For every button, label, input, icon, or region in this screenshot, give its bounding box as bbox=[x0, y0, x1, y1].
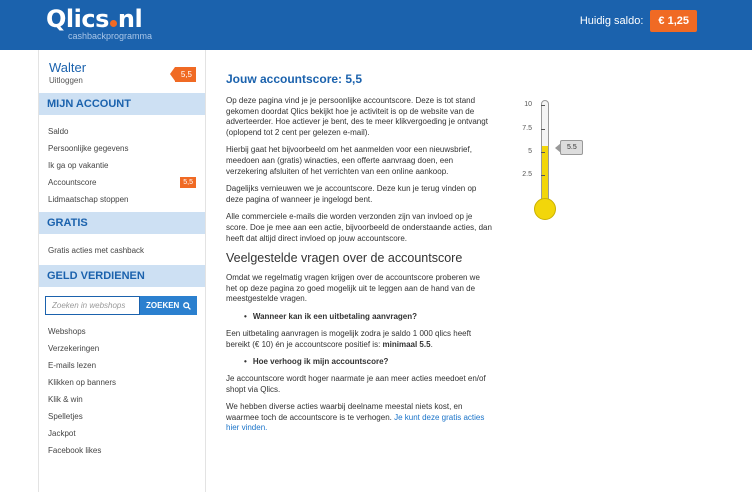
sidebar-item-click-win[interactable]: Klik & win bbox=[48, 395, 83, 404]
thermometer-bulb bbox=[534, 198, 556, 220]
search-button-label: ZOEKEN bbox=[146, 301, 180, 310]
score-thermometer bbox=[518, 96, 598, 226]
top-header bbox=[0, 0, 752, 50]
accountscore-badge: 5,5 bbox=[180, 177, 196, 188]
faq-answer-payout bbox=[226, 329, 492, 350]
balance-label: Huidig saldo: bbox=[579, 15, 644, 27]
tick-mark bbox=[541, 129, 545, 130]
balance-value-badge[interactable]: € 1,25 bbox=[650, 10, 697, 32]
faq-question-increase: • Hoe verhoog ik mijn accountscore? bbox=[244, 357, 492, 366]
tick-label-10: 10 bbox=[524, 101, 532, 108]
logo-subtitle: cashbackprogramma bbox=[68, 31, 153, 41]
section-head-account: MIJN ACCOUNT bbox=[39, 93, 205, 115]
sidebar-item-vacation[interactable]: Ik ga op vakantie bbox=[48, 161, 109, 170]
qlics-logo[interactable] bbox=[46, 5, 153, 41]
faq-intro-paragraph: Omdat we regelmatig vragen krijgen over de accountscore proberen we het op deze pagina zo goed mogelijk uit te leggen aan de hand van de meestgestelde vragen. bbox=[226, 273, 480, 304]
section-head-earn: GELD VERDIENEN bbox=[39, 265, 205, 287]
sidebar bbox=[38, 50, 206, 492]
logo-dot-icon bbox=[110, 20, 117, 27]
user-box bbox=[39, 50, 205, 93]
logo-text-left: Qlics bbox=[46, 5, 109, 33]
sidebar-item-stop-membership[interactable]: Lidmaatschap stoppen bbox=[48, 195, 129, 204]
webshop-search-input[interactable] bbox=[45, 296, 140, 315]
sidebar-item-personal-data[interactable]: Persoonlijke gegevens bbox=[48, 144, 129, 153]
faq-answer-payout-end: . bbox=[430, 339, 433, 349]
faq-answer-increase: Je accountscore wordt hoger naarmate je aan meer acties meedoet en/of shopt via Qlics. bbox=[226, 374, 486, 394]
logo-text-right: nl bbox=[117, 5, 143, 33]
search-button[interactable] bbox=[140, 296, 197, 315]
user-name[interactable]: Walter bbox=[49, 60, 87, 75]
page-title: Jouw accountscore: 5,5 bbox=[226, 72, 363, 86]
main-content bbox=[226, 72, 492, 441]
faq-answer-payout-text: Een uitbetaling aanvragen is mogelijk zodra je saldo 1 000 qlics heeft bereikt (€ 10) én je accountscore positief is: bbox=[226, 328, 472, 349]
daily-paragraph: Dagelijks vernieuwen we je accountscore. Deze kun je terug vinden op deze pagina of wanneer je ingelogd bent. bbox=[226, 184, 477, 204]
tick-mark bbox=[541, 105, 545, 106]
examples-paragraph: Hierbij gaat het bijvoorbeeld om het aanmelden voor een nieuwsbrief, meedoen aan (gratis) winacties, een offerte aanvraag doen, een verzekering afsluiten of het verrichten van een online aankoop. bbox=[226, 145, 472, 176]
tick-mark bbox=[541, 175, 545, 176]
score-marker: 5.5 bbox=[560, 140, 583, 155]
sidebar-item-games[interactable]: Spelletjes bbox=[48, 412, 83, 421]
sidebar-item-label: Accountscore bbox=[48, 178, 97, 187]
section-head-gratis: GRATIS bbox=[39, 212, 205, 234]
tick-label-5: 5 bbox=[528, 148, 532, 155]
free-actions-link[interactable]: Je kunt deze gratis acties hier vinden. bbox=[226, 412, 485, 433]
emails-paragraph: Alle commerciele e-mails die worden verzonden zijn van invloed op je score. Doe je mee aan een actie, bijvoorbeeld de onderstaande acties, dan heeft dat altijd direct invloed op jouw accountscore. bbox=[226, 212, 492, 243]
faq-title: Veelgestelde vragen over de accountscore bbox=[226, 251, 463, 266]
sidebar-item-read-emails[interactable]: E-mails lezen bbox=[48, 361, 97, 370]
sidebar-item-click-banners[interactable]: Klikken op banners bbox=[48, 378, 117, 387]
gratis-menu bbox=[39, 234, 205, 265]
webshop-search bbox=[39, 287, 205, 321]
sidebar-item-jackpot[interactable]: Jackpot bbox=[48, 429, 76, 438]
earn-menu bbox=[39, 321, 205, 463]
free-actions-paragraph bbox=[226, 402, 492, 434]
faq-question-payout: • Wanneer kan ik een uitbetaling aanvragen? bbox=[244, 312, 492, 321]
sidebar-item-accountscore[interactable] bbox=[39, 174, 205, 191]
faq-answer-payout-minimum: minimaal 5.5 bbox=[382, 339, 431, 349]
sidebar-item-facebook-likes[interactable]: Facebook likes bbox=[48, 446, 102, 455]
intro-paragraph: Op deze pagina vind je je persoonlijke accountscore. Deze is tot stand gekomen doordat Qlics bekijkt hoe je activiteit is op de website van de adverteerder. Hoe actiever je bent, des te meer klikvergoeding je ontvangt (oplopend tot 2 cent per gelezen e-mail). bbox=[226, 96, 488, 137]
account-menu bbox=[39, 115, 205, 212]
logout-link[interactable]: Uitloggen bbox=[49, 76, 83, 85]
search-icon bbox=[183, 302, 191, 310]
balance-box bbox=[580, 10, 697, 32]
sidebar-item-webshops[interactable]: Webshops bbox=[48, 327, 86, 336]
tick-label-2-5: 2.5 bbox=[522, 171, 532, 178]
free-actions-text: We hebben diverse acties waarbij deelname meestal niets kost, en waarmee toch de accountscore is te verhogen. bbox=[226, 402, 463, 422]
tick-label-7-5: 7.5 bbox=[522, 125, 532, 132]
sidebar-item-saldo[interactable]: Saldo bbox=[48, 127, 69, 136]
sidebar-item-insurances[interactable]: Verzekeringen bbox=[48, 344, 100, 353]
sidebar-item-free-actions[interactable]: Gratis acties met cashback bbox=[48, 246, 145, 255]
score-flag-badge: 5,5 bbox=[175, 67, 196, 82]
tick-mark bbox=[541, 152, 545, 153]
